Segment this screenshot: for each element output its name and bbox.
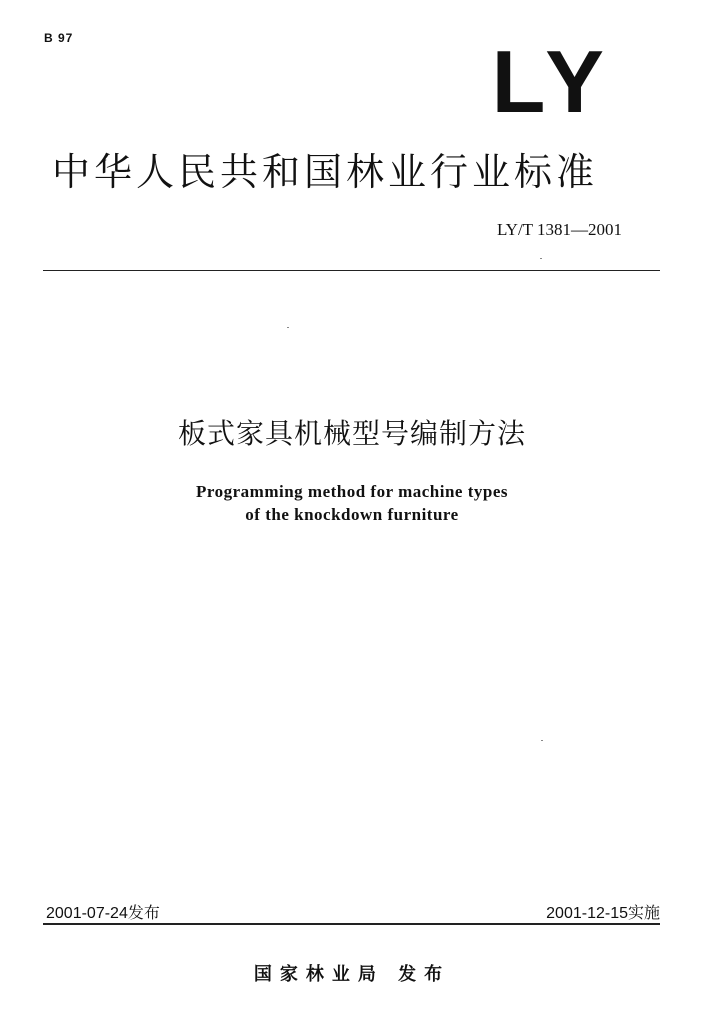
standard-number: LY/T 1381—2001 — [496, 220, 622, 239]
document-title-english — [0, 480, 704, 526]
english-title-line-2: of the knockdown furniture — [245, 505, 459, 524]
standard-name: 中华人民共和国林业行业标准 — [52, 150, 599, 194]
effective-date: 2001-12-15实施 — [546, 905, 660, 922]
issuing-authority: 国家林业局 发布 — [253, 964, 451, 985]
footer-divider — [43, 923, 660, 925]
scan-speck — [287, 327, 289, 328]
scan-speck — [540, 258, 542, 259]
scan-speck — [541, 740, 543, 741]
document-title-chinese: 板式家具机械型号编制方法 — [177, 417, 526, 450]
ly-logo: LY — [491, 32, 612, 131]
classification-code: B 97 — [44, 31, 74, 45]
issue-date: 2001-07-24发布 — [46, 905, 160, 922]
header-divider — [43, 270, 660, 271]
english-title-line-1: Programming method for machine types — [195, 482, 508, 501]
